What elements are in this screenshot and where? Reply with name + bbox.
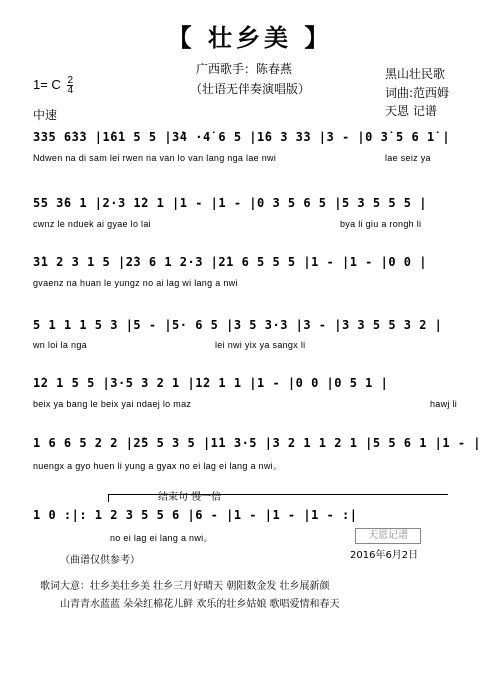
notation-row-6: 1 6 6 5 2 2 |2̇5 5 3 5 |1̇1 3·5 |3 2 1 1 2 1 |5 5 6 1 |1 - | — [33, 436, 482, 450]
ending-bracket-tick — [108, 494, 109, 502]
notation-row-3: 3̇1 2 3 1 5 |2̇3 6 1 2·3 |2̇1 6 5 5 5 |1 - |1 - |0 0 | — [33, 255, 427, 269]
lyric-row-1: Ndwen na di sam lei rwen na van lo van lang nga lae nwi — [33, 153, 277, 163]
lyric-summary-line-1: 歌词大意：壮乡美壮乡美 壮乡三月好晴天 朝阳数金发 壮乡展新颜 — [40, 581, 330, 592]
lyric-row-2-right: bya li giu a rongh li — [340, 219, 422, 229]
origin-credit: 黑山壮民歌 — [385, 67, 446, 81]
time-bottom: 4 — [67, 85, 74, 96]
lyric-row-1-right: lae seiz ya — [385, 153, 431, 163]
notation-row-7: 1 0 :|: 1 2 3 5 5 6 |6 - |1 - |1 - |1 - :| — [33, 508, 358, 522]
notation-row-2: 55 3̇6 1 |2·3 1̇2 1 |1 - |1 - |0 3 5 6 5 |5 3 5 5 5 | — [33, 196, 427, 210]
key-signature — [33, 76, 73, 95]
lyric-row-5-right: hawj li — [430, 399, 458, 409]
lyric-summary-line-2: 山青青水蓝蓝 朵朵红棉花儿鲜 欢乐的壮乡姑娘 歌唱爱情和春天 — [60, 599, 340, 610]
key-label: 1= C — [33, 76, 61, 92]
lyric-row-7: no ei lag ei lang a nwi。 — [110, 533, 213, 543]
lyric-row-3: gvaenz na huan le yungz no ai lag wi lang a nwi — [33, 278, 238, 288]
song-title: 【 壮乡美 】 — [167, 24, 333, 52]
ending-label: 结束句 慢一倍 — [158, 492, 222, 503]
reference-note: （曲谱仅供参考） — [60, 555, 140, 566]
time-top: 2 — [67, 75, 74, 86]
lyric-row-2: cwnz le nduek ai gyae lo lai — [33, 219, 151, 229]
lyricist-credit: 词曲:范西姆 — [385, 86, 450, 100]
transcriber-stamp: 天恩记谱 — [355, 528, 421, 544]
transcriber-credit: 天恩 记谱 — [385, 104, 437, 118]
lyric-row-6: nuengx a gyo huen li yung a gyax no ei lag ei lang a nwi。 — [33, 461, 283, 471]
lyric-row-4-right: lei nwi yix ya sangx li — [215, 340, 306, 350]
notation-row-5: 1̇2 1 5 5 |3·5 3 2 1 |1̇2 1 1 |1 - |0 0 |0 5 1 | — [33, 376, 389, 390]
notation-row-1: 335 6̇3̇3 |1̇6̇1 5 5 |3̇4 ·4̇ 6 5 |1̇6 3 3̇3 |3 - |0 3̇ 5 6 1̇ | — [33, 130, 451, 144]
tempo-marking: 中速 — [33, 108, 58, 122]
time-signature — [67, 76, 73, 95]
notation-row-4: 5 1 1 1 5 3 |5 - |5· 6 5 |3 5 3·3 |3 - |3 3 5 5 3 2 | — [33, 318, 443, 332]
date-text: 2016年6月2日 — [350, 550, 419, 561]
singer-credit: 广西歌手：陈春燕 — [196, 62, 293, 76]
lyric-row-4: wn loi la nga — [33, 340, 87, 350]
version-note: （壮语无伴奏演唱版） — [190, 82, 311, 96]
lyric-row-5: beix ya bang le beix yai ndaej lo maz — [33, 399, 192, 409]
